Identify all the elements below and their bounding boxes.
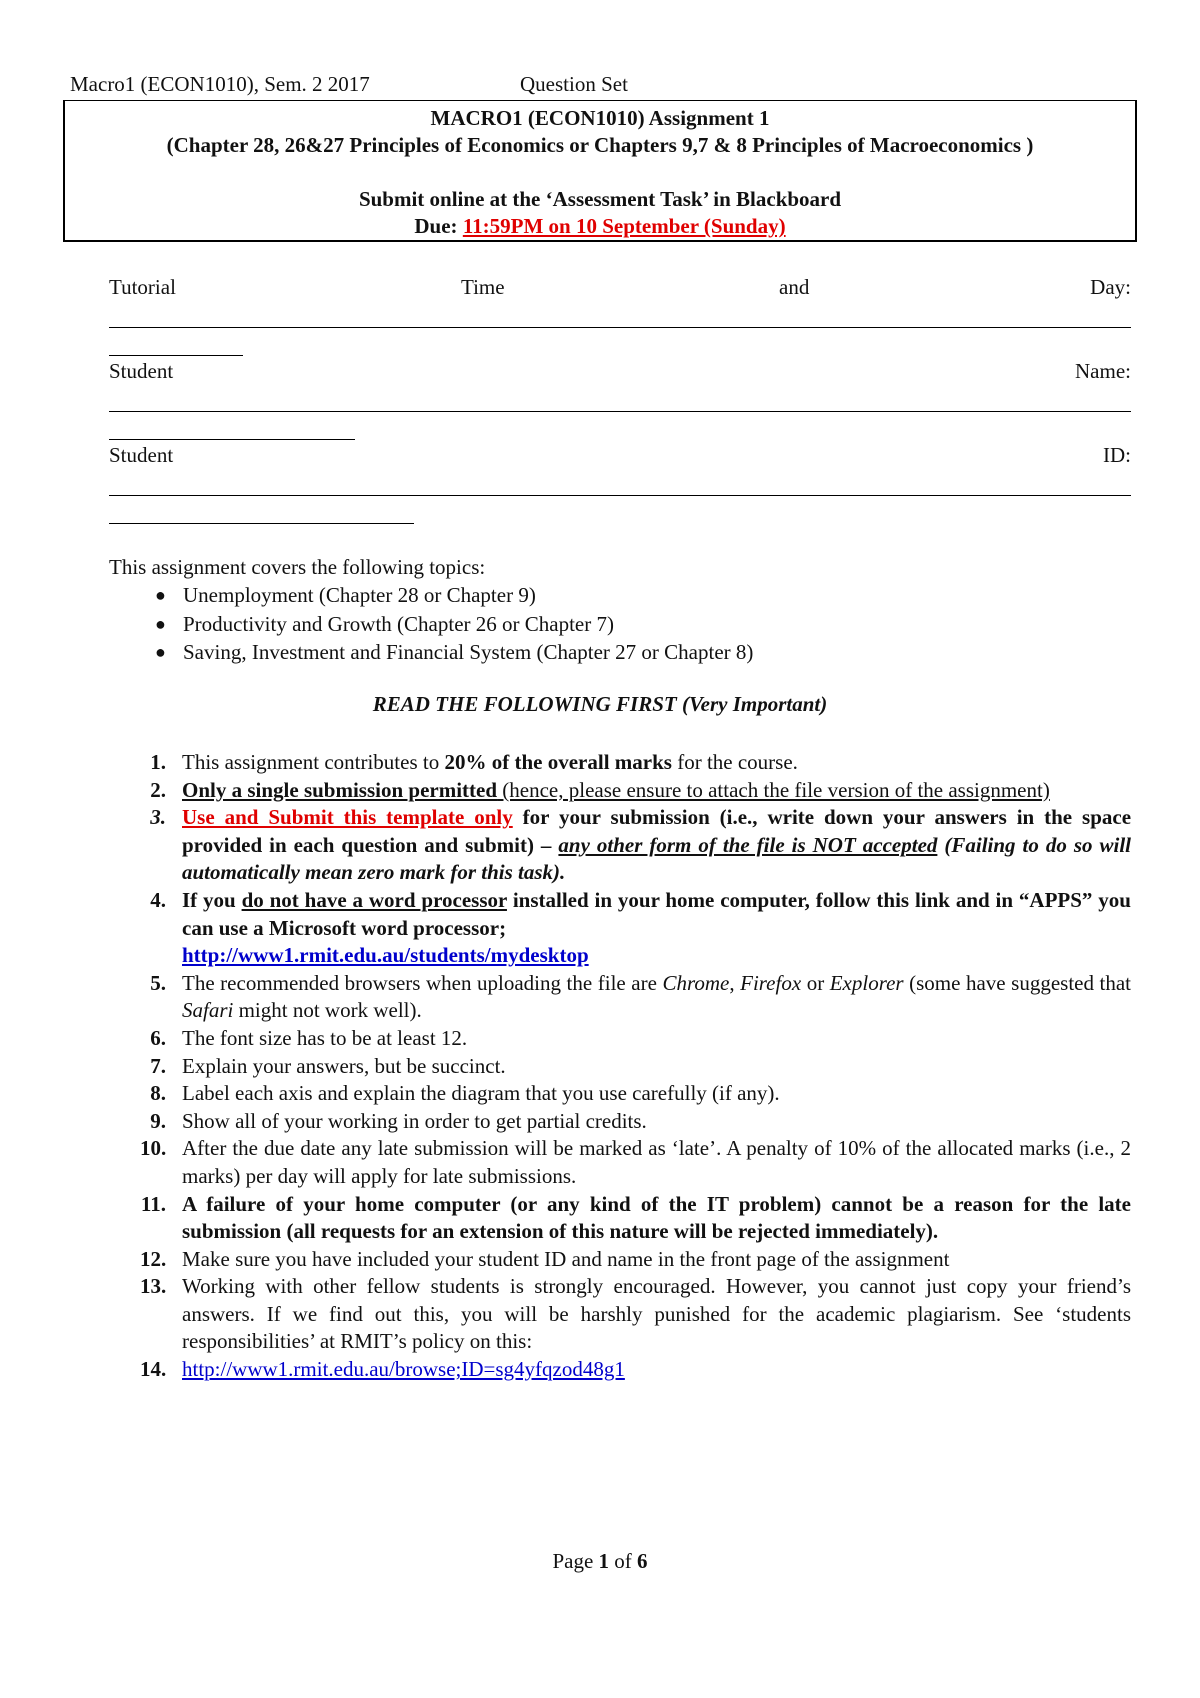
instruction-item: 1. This assignment contributes to 20% of the overall marks for the course. [150,750,798,774]
submission-instruction: Submit online at the ‘Assessment Task’ in Blackboard [358,187,842,211]
bullet-icon: ● [155,613,166,634]
instruction-item: 9. Show all of your working in order to get partial credits. [150,1108,647,1133]
instruction-item: 8. Label each axis and explain the diagram that you use carefully (if any). [150,1081,780,1106]
assignment-title: MACRO1 (ECON1010) Assignment 1 [430,106,770,130]
instruction-item: 12. Make sure you have included your student ID and name in the front page of the assignment [140,1246,950,1271]
due-date-line [65,213,1135,240]
id-label: ID: [1103,443,1131,467]
current-page: 1 [598,1549,610,1573]
instruction-item: 2. Only a single submission permitted (hence, please ensure to attach the file version of the assignment) [150,777,1050,802]
mydesktop-link[interactable]: http://www1.rmit.edu.au/students/mydesktop [182,943,589,968]
instructions-list [140,749,1131,1384]
instruction-item: 13. Working with other fellow students is strongly encouraged. However, you cannot just copy your friend’s answers. If we find out this, you will be harshly punished for the academic plagiarism. See ‘students responsibilities’ at RMIT’s policy on this: [140,1274,1131,1354]
time-label: Time [461,275,505,299]
topics-list [109,581,753,667]
instruction-item: 5. The recommended browsers when uploading the file are Chrome, Firefox or Explorer (some have suggested that Safari might not work well). [150,970,1132,1023]
page-footer: Page 1 of 6 [552,1549,648,1573]
instruction-item: 10. After the due date any late submission will be marked as ‘late’. A penalty of 10% of the allocated marks (i.e., 2 marks) per day will apply for late submissions. [140,1136,1131,1188]
instruction-item: 11. A failure of your home computer (or any kind of the IT problem) cannot be a reason for the late submission (all requests for an extension of this nature will be rejected immediately). [140,1191,1131,1244]
student-id-label: Student [109,443,174,467]
tutorial-label: Tutorial [109,275,176,299]
student-id-answer-line[interactable] [109,495,1131,496]
student-name-answer-line-end [109,439,355,440]
due-value: 11:59PM on 10 September (Sunday) [462,214,786,238]
topics-intro: This assignment covers the following topics: [109,555,486,579]
tutorial-answer-line[interactable] [109,327,1131,328]
topic-item: ● Unemployment (Chapter 28 or Chapter 9) [109,581,753,610]
bullet-icon: ● [155,585,166,605]
instruction-item: 6. The font size has to be at least 12. [150,1025,468,1050]
student-name-label: Student [109,359,174,383]
assignment-title-box [63,100,1137,242]
student-name-answer-line[interactable] [109,411,1131,412]
instruction-item: 7. Explain your answers, but be succinct. [150,1053,506,1078]
name-label: Name: [1075,359,1131,383]
instruction-item: 4. If you do not have a word processor installed in your home computer, follow this link and in “APPS” you can use a Microsoft word processor; http://www1.rmit.edu.au/students/mydesktop [150,887,1131,968]
running-header [70,72,628,97]
use-template-text: Use and Submit this template only [182,805,513,830]
policy-link[interactable]: http://www1.rmit.edu.au/browse;ID=sg4yfqzod48g1 [182,1357,625,1382]
header-doc-type: Question Set [520,72,628,96]
bullet-icon: ● [155,642,166,662]
topic-item: ● Saving, Investment and Financial System (Chapter 27 or Chapter 8) [109,638,753,667]
instruction-item: 14. http://www1.rmit.edu.au/browse;ID=sg4yfqzod48g1 [140,1357,625,1382]
day-label: Day: [1090,275,1131,299]
header-course: Macro1 (ECON1010), Sem. 2 2017 [70,72,370,96]
instruction-item: 3. Use and Submit this template only for your submission (i.e., write down your answers in the space provided in each question and submit) – any other form of the file is NOT accepted (Failing to do so will automatically mean zero mark for this task). [150,805,1132,885]
and-label: and [779,275,810,299]
tutorial-answer-line-end [109,355,243,356]
total-pages: 6 [637,1549,648,1573]
student-id-answer-line-end [109,523,414,524]
topic-item: ● Productivity and Growth (Chapter 26 or Chapter 7) [109,610,753,639]
chapter-coverage: (Chapter 28, 26&27 Principles of Economics or Chapters 9,7 & 8 Principles of Macroeconomics ) [166,133,1034,157]
due-label: Due: [414,214,463,238]
read-first-heading: READ THE FOLLOWING FIRST (Very Important) [372,692,828,716]
